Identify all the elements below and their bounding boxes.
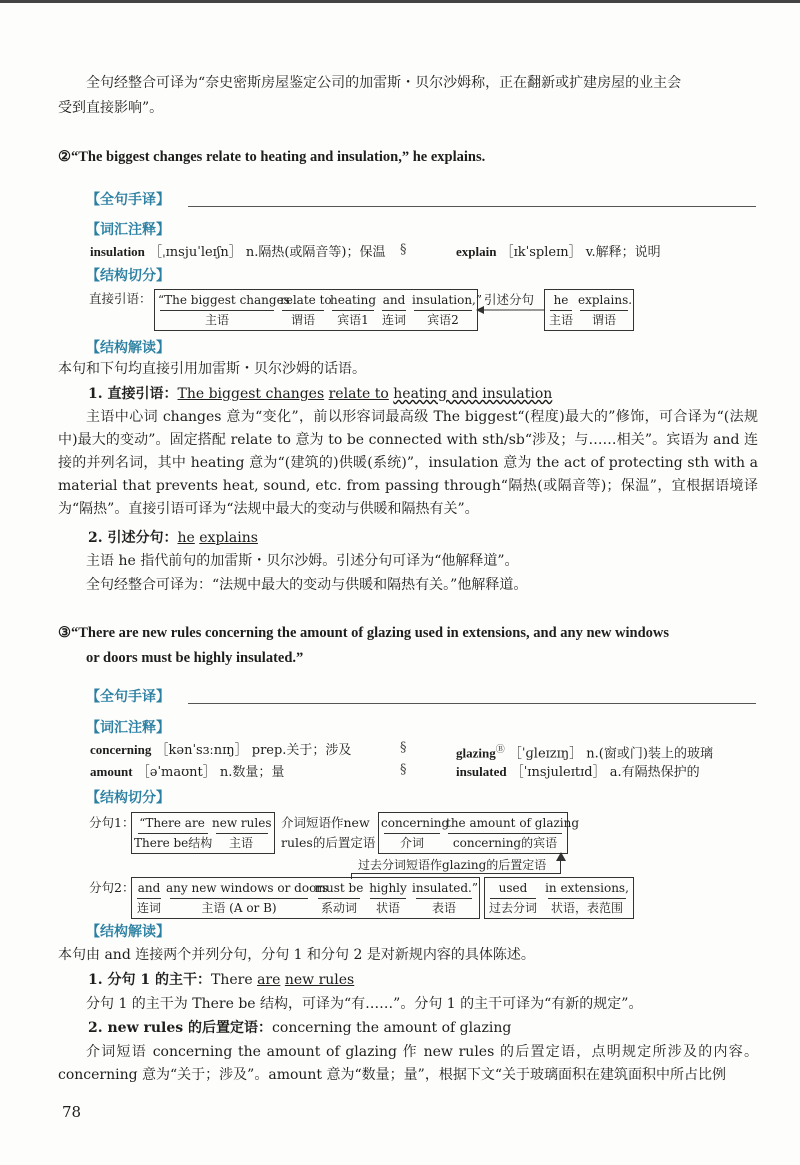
s3-c2-role-adverbial: 状语 [375, 901, 400, 915]
s2-analysis-p1: 本句和下句均直接引用加雷斯・贝尔沙姆的话语。 [58, 361, 366, 377]
s3-c1-role-subject: 主语 [228, 836, 253, 850]
s2-vocab-explain: explain ［ɪkˈspleɪn］ v.解释；说明 [456, 244, 661, 260]
s3-c1-word-amount: the amount of glazing [446, 816, 580, 830]
s2-word-obj2: insulation,” [412, 293, 483, 307]
s2-role-explains: 谓语 [591, 313, 616, 327]
page-number: 78 [62, 1103, 82, 1121]
s3-vocab-glazing: glazingⒷ ［ˈɡleɪzɪŋ］ n.(窗或门)装上的玻璃 [456, 745, 713, 762]
s2-analysis-p3: 主语 he 指代前句的加雷斯・贝尔沙姆。引述分句可译为“他解释道”。 [86, 553, 519, 569]
s2-role-obj1: 宾语1 [337, 313, 369, 327]
s2-translate-line[interactable] [188, 206, 756, 207]
s2-word-verb: relate to [280, 293, 332, 307]
s2-role-obj2: 宾语2 [427, 313, 459, 327]
s3-c2-role-predicative: 表语 [431, 901, 456, 915]
s3-c1-prefix: 分句1： [89, 815, 135, 830]
s2-vocab-insulation: insulation ［ˌɪnsjuˈleɪʃn］ n.隔热(或隔音等)；保温 [90, 244, 386, 260]
s3-c1-role-there-be: There be结构 [134, 836, 213, 850]
s3-c2-word-extensions: in extensions, [545, 881, 629, 895]
s2-label-struct: 【结构切分】 [86, 268, 170, 284]
s3-c1-mid-top: 介词短语作new [281, 815, 370, 830]
s3-c2-role-subject: 主语 (A or B) [201, 901, 277, 915]
top-rule [0, 0, 800, 3]
s2-label-translate: 【全句手译】 [86, 192, 170, 208]
s2-label-analysis: 【结构解读】 [86, 340, 170, 356]
vocab-separator: § [400, 740, 407, 755]
s3-c2-role-past-participle: 过去分词 [488, 901, 537, 915]
s3-c1-word-there-are: “There are [139, 816, 205, 830]
s3-analysis-h1: 1. 分句 1 的主干：There are new rules [88, 972, 355, 988]
s3-c1-mid-bottom: rules的后置定语 [281, 835, 376, 850]
s3-translate-line[interactable] [188, 703, 756, 704]
s3-c2-word-must-be: must be [314, 881, 364, 895]
s3-c2-role-scope: 状语，表范围 [550, 901, 623, 915]
intro-line-2: 受到直接影响”。 [58, 100, 164, 116]
s3-vocab-amount: amount ［əˈmaʊnt］ n.数量；量 [90, 764, 285, 780]
s3-c2-prefix: 分句2： [89, 880, 135, 895]
s2-word-subject: “The biggest changes [158, 293, 290, 307]
s3-c1-word-concerning: concerning [381, 816, 450, 830]
s2-role-subject: 主语 [204, 313, 229, 327]
s3-c2-word-insulated: insulated.” [412, 881, 478, 895]
s2-role-verb: 谓语 [290, 313, 315, 327]
s3-analysis-p2: 分句 1 的主干为 There be 结构，可译为“有……”。分句 1 的主干可译为“有新的规定”。 [86, 996, 643, 1012]
s3-c2-word-highly: highly [369, 881, 407, 895]
s3-analysis-p1: 本句由 and 连接两个并列分句，分句 1 和分句 2 是对新规内容的具体陈述。 [58, 947, 535, 963]
s3-label-translate: 【全句手译】 [86, 689, 170, 705]
s2-analysis-h2: 2. 引述分句：he explains [88, 530, 258, 546]
s3-label-vocab: 【词汇注释】 [86, 720, 170, 736]
intro-line-1: 全句经整合可译为“奈史密斯房屋鉴定公司的加雷斯・贝尔沙姆称，正在翻新或扩建房屋的业主会 [86, 75, 682, 91]
s3-label-struct: 【结构切分】 [86, 790, 170, 806]
s3-c1-word-new-rules: new rules [212, 816, 272, 830]
s2-word-he: he [553, 293, 569, 307]
s3-vocab-insulated: insulated ［ˈɪnsjuleɪtɪd］ a.有隔热保护的 [456, 764, 700, 780]
s2-word-obj1: heating [330, 293, 377, 307]
s3-link-label: 过去分词短语作glazing的后置定语 [358, 858, 547, 872]
s3-c1-role-object: concerning的宾语 [452, 836, 558, 850]
s3-c2-word-used: used [498, 881, 528, 895]
s3-label-analysis: 【结构解读】 [86, 924, 170, 940]
s2-arrow-label: 引述分句 [484, 292, 535, 307]
s2-role-he: 主语 [548, 313, 573, 327]
s3-c2-word-and: and [137, 881, 161, 895]
s3-vocab-concerning: concerning ［kənˈsɜːnɪŋ］ prep.关于；涉及 [90, 742, 352, 758]
s2-label-vocab: 【词汇注释】 [86, 222, 170, 238]
vocab-separator: § [400, 762, 407, 777]
s2-word-explains: explains. [578, 293, 633, 307]
sentence-3-heading-line-2: or doors must be highly insulated.” [86, 650, 304, 666]
s3-c2-role-linking-verb: 系动词 [320, 901, 357, 915]
s2-analysis-h1: 1. 直接引语：The biggest changes relate to heating and insulation [88, 386, 553, 402]
s3-link-arrow-icon [555, 852, 567, 862]
s3-c2-role-conj: 连词 [136, 901, 161, 915]
vocab-separator: § [400, 242, 407, 257]
s2-struct-prefix: 直接引语： [89, 291, 152, 306]
s3-analysis-h2: 2. new rules 的后置定语：concerning the amount of glazing [88, 1020, 512, 1036]
s3-c2-word-subject: any new windows or doors [166, 881, 329, 895]
sentence-3-heading-line-1: ③“There are new rules concerning the amount of glazing used in extensions, and any new windows [58, 625, 670, 641]
sentence-2-heading: ②“The biggest changes relate to heating and insulation,” he explains. [58, 149, 486, 165]
s3-c1-role-prep: 介词 [399, 836, 424, 850]
s2-role-conj: 连词 [381, 313, 406, 327]
s3-analysis-p3: 介词短语 concerning the amount of glazing 作 new rules 的后置定语，点明规定所涉及的内容。concerning 意为“关于；涉及”。amount 意为“数量；量”，根据下文“关于玻璃面积在建筑面积中所占比例 [58, 1044, 758, 1083]
s2-analysis-p2: 主语中心词 changes 意为“变化”，前以形容词最高级 The biggest“(程度)最大的”修饰，可合译为“(法规中)最大的变动”。固定搭配 relate to 意为 to be connected with sth/sb“涉及；与……相关”。宾语为 and 连接的并列名词，其中 heating 意为“(建筑的)供暖(系统)”，insulation 意为 the act of protecting sth with a material that prevents heat, sound, etc. from passing through“隔热(或隔音等)；保温”，宜根据语境译为“隔热”。直接引语可译为“法规中最大的变动与供暖和隔热有关”。 [58, 409, 758, 517]
s2-word-conj: and [382, 293, 406, 307]
s2-analysis-p4: 全句经整合可译为：“法规中最大的变动与供暖和隔热有关。”他解释道。 [86, 577, 528, 593]
